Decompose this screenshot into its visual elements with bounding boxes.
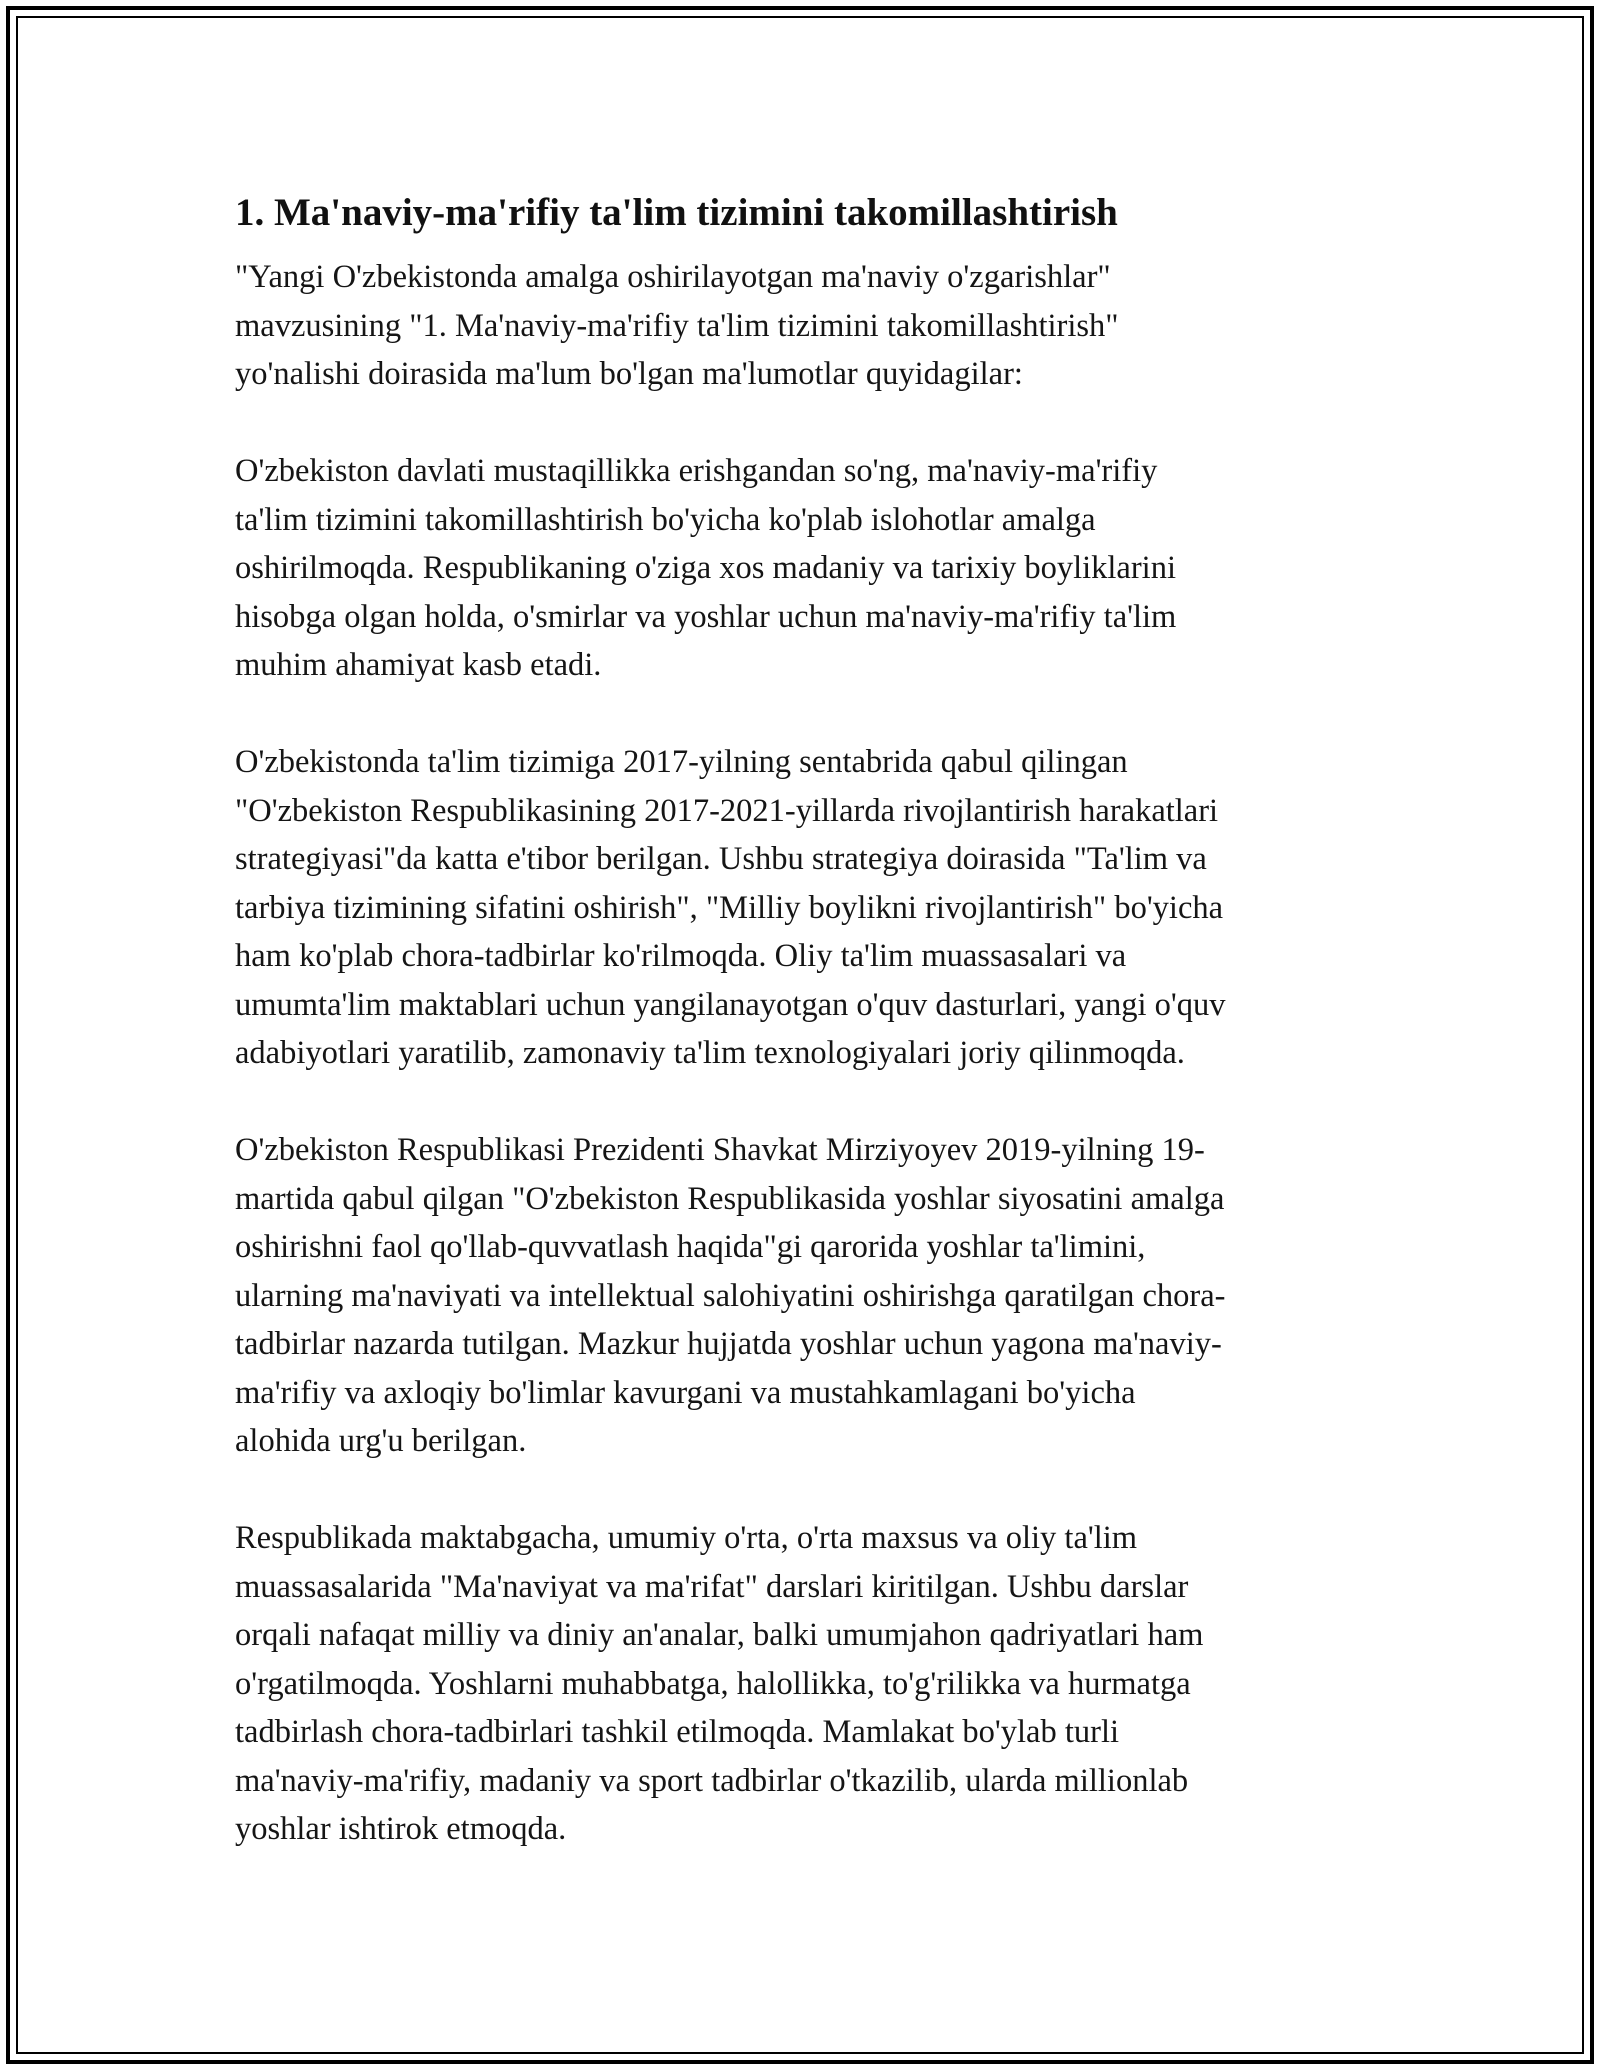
paragraph-strategy: O'zbekistonda ta'lim tizimiga 2017-yilning sentabrida qabul qilingan "O'zbekiston Respublikasining 2017-2021-yillarda rivojlantirish harakatlari strategiyasi"da katta e'tibor berilgan. Ushbu strategiya doirasida "Ta'lim va tarbiya tizimining sifatini oshirish", "Milliy boylikni rivojlantirish" bo'yicha ham ko'plab chora-tadbirlar ko'rilmoqda. Oliy ta'lim muassasalari va umumta'lim maktablari uchun yangilanayotgan o'quv dasturlari, yangi o'quv adabiyotlari yaratilib, zamonaviy ta'lim texnologiyalari joriy qilinmoqda.	[235, 744, 1226, 1071]
document-body	[235, 185, 1365, 1902]
paragraph-independence: O'zbekiston davlati mustaqillikka erishgandan so'ng, ma'naviy-ma'rifiy ta'lim tizimini takomillashtirish bo'yicha ko'plab islohotlar amalga oshirilmoqda. Respublikaning o'ziga xos madaniy va tarixiy boyliklarini hisobga olgan holda, o'smirlar va yoshlar uchun ma'naviy-ma'rifiy ta'lim muhim ahamiyat kasb etadi.	[235, 453, 1177, 683]
section-heading: 1. Ma'naviy-ma'rifiy ta'lim tizimini takomillashtirish	[235, 191, 1118, 234]
paragraph-lessons: Respublikada maktabgacha, umumiy o'rta, o'rta maxsus va oliy ta'lim muassasalarida "Ma'naviyat va ma'rifat" darslari kiritilgan. Ushbu darslar orqali nafaqat milliy va diniy an'analar, balki umumjahon qadriyatlari ham o'rgatilmoqda. Yoshlarni muhabbatga, halollikka, to'g'rilikka va hurmatga tadbirlash chora-tadbirlari tashkil etilmoqda. Mamlakat bo'ylab turli ma'naviy-ma'rifiy, madaniy va sport tadbirlar o'tkazilib, ularda millionlab yoshlar ishtirok etmoqda.	[235, 1520, 1204, 1847]
paragraph-intro: "Yangi O'zbekistonda amalga oshirilayotgan ma'naviy o'zgarishlar" mavzusining "1. Ma'naviy-ma'rifiy ta'lim tizimini takomillashtirish" yo'nalishi doirasida ma'lum bo'lgan ma'lumotlar quyidagilar:	[235, 259, 1119, 392]
paragraph-presidential-decree: O'zbekiston Respublikasi Prezidenti Shavkat Mirziyoyev 2019-yilning 19- martida qabul qilgan "O'zbekiston Respublikasida yoshlar siyosatini amalga oshirishni faol qo'llab-quvvatlash haqida"gi qarorida yoshlar ta'limini, ularning ma'naviyati va intellektual salohiyatini oshirishga qaratilgan chora- tadbirlar nazarda tutilgan. Mazkur hujjatda yoshlar uchun yagona ma'naviy- ma'rifiy va axloqiy bo'limlar kavurgani va mustahkamlagani bo'yicha alohida urg'u berilgan.	[235, 1132, 1226, 1459]
